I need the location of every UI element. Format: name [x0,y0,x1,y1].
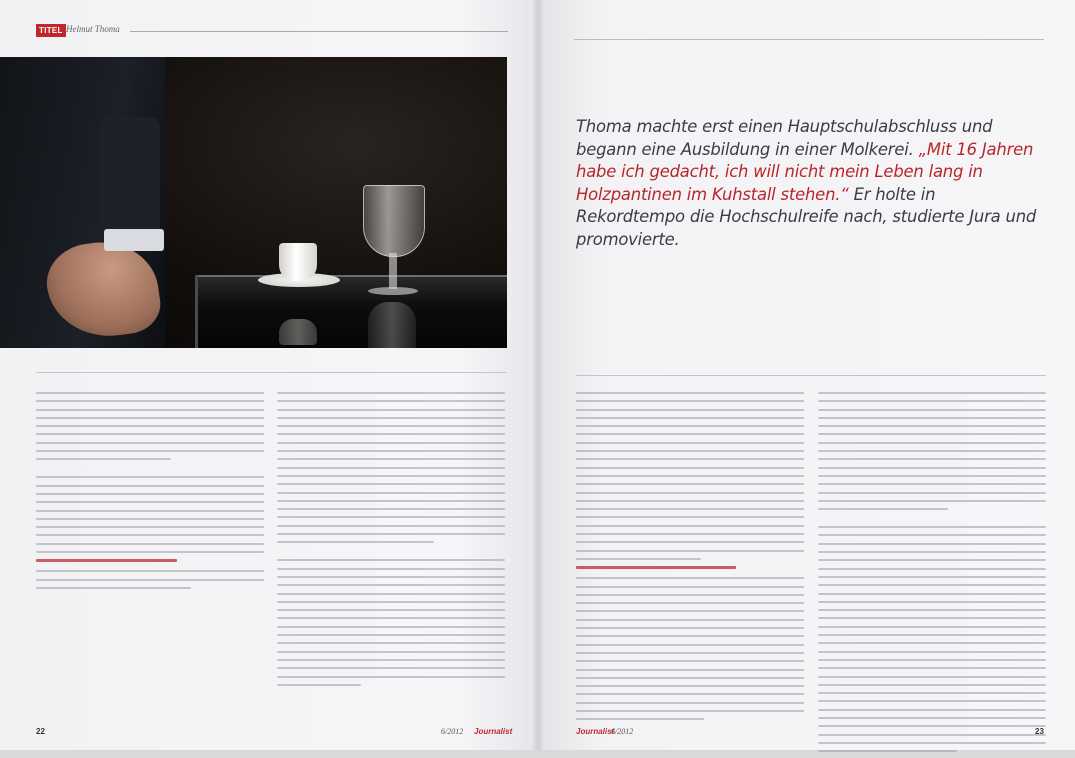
body-text-line [818,634,1046,636]
body-text-line [818,626,1046,628]
body-text-line [818,576,1046,578]
body-text-line [818,676,1046,678]
body-column-2 [277,392,505,692]
body-text-line [576,586,804,588]
body-text-line [818,742,1046,744]
body-column-4 [818,392,1046,758]
photo-glass-reflection [368,302,416,348]
body-text-line [818,492,1046,494]
subheading-right [576,566,736,569]
body-text-line [818,400,1046,402]
subheading-left [36,559,177,562]
body-text-line [576,458,804,460]
body-text-line [818,442,1046,444]
body-text-line [36,526,264,528]
body-text-line [277,417,505,419]
body-column-3 [576,392,804,727]
body-text-line [576,619,804,621]
photo-cup-reflection [279,319,317,345]
body-text-line [576,577,804,579]
body-text-line [818,500,1046,502]
body-text-line [576,644,804,646]
body-text-line [576,525,804,527]
header-rule [574,39,1044,40]
body-text-line [277,500,505,502]
body-text-line [818,734,1046,736]
body-text-line [576,635,804,637]
body-text-line [277,516,505,518]
article-photo [0,57,507,348]
body-text-line [277,634,505,636]
photo-cuff [104,229,164,251]
body-text-line [576,685,804,687]
body-text-line [277,584,505,586]
body-text-line [818,392,1046,394]
body-text-line [818,467,1046,469]
body-text-line [36,570,264,572]
body-text-line [576,669,804,671]
body-text-line [818,609,1046,611]
body-text-line [576,558,701,560]
body-text-line [818,593,1046,595]
body-text-line [576,594,804,596]
body-text-line [36,493,264,495]
photo-glass-foot [368,287,418,295]
body-text-line [36,400,264,402]
body-text-line [277,475,505,477]
body-text-line [576,492,804,494]
body-text-line [277,559,505,561]
body-text-line [576,702,804,704]
body-text-line [576,602,804,604]
body-text-line [818,526,1046,528]
body-text-line [818,568,1046,570]
body-text-line [277,609,505,611]
body-rule-right [576,375,1046,376]
body-text-line [277,400,505,402]
body-text-line [36,551,264,553]
body-text-line [818,659,1046,661]
pull-quote-tail: Er holte in Rekordtempo die Hochschulreife nach, studierte Jura und promovierte. [576,184,1037,249]
body-text-line [818,725,1046,727]
body-text-line [277,467,505,469]
brand-label-right: Journalist [576,727,615,736]
body-text-line [277,667,505,669]
body-text-line [576,467,804,469]
body-rule [36,372,506,373]
body-text-line [818,458,1046,460]
body-text-line [818,559,1046,561]
body-text-line [36,433,264,435]
pull-quote-lead: Thoma machte erst einen Hauptschulabschluss und begann eine Ausbildung in einer Molkerei. [576,117,993,159]
body-text-line [818,425,1046,427]
body-text-line [36,534,264,536]
body-text-line [576,417,804,419]
brand-label: Journalist [474,727,513,736]
body-text-line [576,627,804,629]
body-text-line [277,525,505,527]
body-text-line [576,400,804,402]
body-text-line [277,483,505,485]
header-rule [130,31,508,32]
body-text-line [277,651,505,653]
body-text-line [576,409,804,411]
body-text-line [576,508,804,510]
body-text-line [36,409,264,411]
pull-quote [576,116,1046,251]
body-text-line [818,551,1046,553]
body-text-line [277,425,505,427]
body-text-line [576,710,804,712]
body-text-line [277,409,505,411]
body-text-line [576,475,804,477]
photo-wine-glass [363,185,425,257]
body-text-line [36,518,264,520]
photo-glass-stem [389,253,397,289]
body-text-line [36,442,264,444]
body-text-line [818,543,1046,545]
body-text-line [818,617,1046,619]
body-text-line [36,510,264,512]
body-text-line [818,409,1046,411]
body-text-line [277,458,505,460]
photo-espresso-cup [279,243,317,281]
body-text-line [277,593,505,595]
body-text-line [277,568,505,570]
body-text-line [576,652,804,654]
body-text-line [818,508,948,510]
body-text-line [36,579,264,581]
page-number: 22 [36,727,45,736]
body-text-line [818,475,1046,477]
page-number-right: 23 [1035,727,1044,736]
body-text-line [818,651,1046,653]
photo-glass-table [195,275,507,348]
photo-table-edge [195,275,198,348]
body-text-line [576,610,804,612]
body-text-line [576,718,704,720]
header-author: Helmut Thoma [66,24,120,34]
body-text-line [36,417,264,419]
body-text-line [277,492,505,494]
body-text-line [36,543,264,545]
body-text-line [277,541,434,543]
body-text-line [576,425,804,427]
body-text-line [277,659,505,661]
body-text-line [576,541,804,543]
body-text-line [36,458,171,460]
body-text-line [576,660,804,662]
issue-label-right: 6/2012 [611,727,634,736]
body-text-line [36,425,264,427]
body-text-line [277,433,505,435]
body-text-line [818,709,1046,711]
body-text-line [818,750,957,752]
body-text-line [818,692,1046,694]
body-text-line [576,500,804,502]
body-text-line [277,508,505,510]
body-text-line [277,601,505,603]
body-text-line [818,433,1046,435]
body-text-line [818,534,1046,536]
photo-sleeve [100,117,160,237]
section-rubric: TITEL [36,24,66,37]
body-text-line [576,442,804,444]
body-text-line [576,533,804,535]
body-text-line [277,684,361,686]
body-text-line [277,442,505,444]
body-text-line [277,617,505,619]
body-text-line [576,677,804,679]
body-text-line [818,483,1046,485]
body-text-line [277,392,505,394]
body-text-line [818,601,1046,603]
body-text-line [576,516,804,518]
body-text-line [36,485,264,487]
body-text-line [277,642,505,644]
body-text-line [576,392,804,394]
body-text-line [818,450,1046,452]
body-text-line [277,576,505,578]
body-text-line [36,450,264,452]
left-page [0,0,538,750]
body-text-line [277,450,505,452]
body-text-line [576,450,804,452]
pull-quote-red: „Mit 16 Jahren habe ich gedacht, ich will nicht mein Leben lang in Holzpantinen im Kuhstall stehen.“ [576,139,1034,204]
body-text-line [818,667,1046,669]
body-text-line [818,684,1046,686]
body-text-line [277,533,505,535]
body-text-line [36,587,191,589]
issue-label: 6/2012 [441,727,464,736]
body-text-line [576,433,804,435]
body-text-line [36,392,264,394]
body-text-line [576,483,804,485]
body-text-line [36,476,264,478]
body-text-line [818,417,1046,419]
body-text-line [576,550,804,552]
body-text-line [36,501,264,503]
body-text-line [818,700,1046,702]
body-text-line [818,584,1046,586]
body-text-line [818,642,1046,644]
spine-gutter [532,0,544,750]
body-text-line [818,717,1046,719]
body-column-1 [36,392,264,595]
body-text-line [576,693,804,695]
body-text-line [277,676,505,678]
body-text-line [277,626,505,628]
